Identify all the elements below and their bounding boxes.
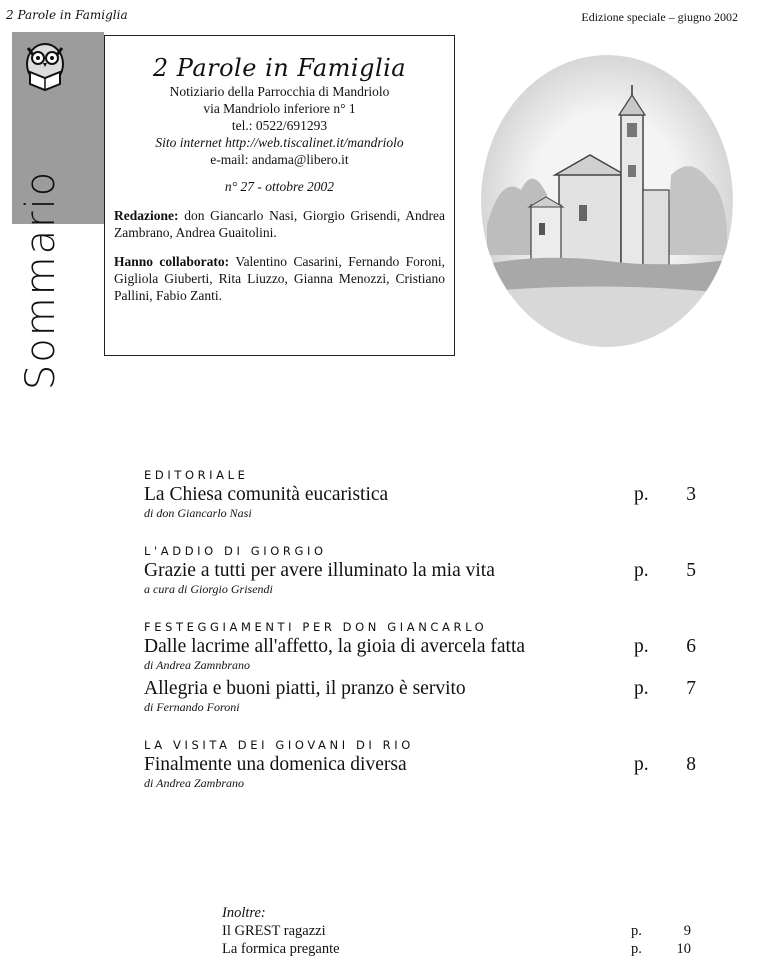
redazione-block bbox=[114, 207, 445, 241]
inoltre-item[interactable] bbox=[222, 922, 702, 940]
redazione-names: don Giancarlo Nasi, Giorgio Grisendi, Andrea Zambrano, Andrea Guaitolini. bbox=[114, 208, 445, 240]
toc-entry-author: di Fernando Foroni bbox=[144, 700, 240, 714]
toc-entry-title: Grazie a tutti per avere illuminato la mia vita bbox=[144, 560, 495, 581]
toc-section bbox=[144, 738, 704, 790]
toc-entry-author: di don Giancarlo Nasi bbox=[144, 506, 252, 520]
toc-section bbox=[144, 468, 704, 520]
redazione-label: Redazione: bbox=[114, 208, 179, 223]
inoltre-item[interactable] bbox=[222, 940, 702, 958]
toc-entry[interactable] bbox=[144, 678, 704, 714]
masthead-box bbox=[104, 35, 455, 356]
toc-page-number: 3 bbox=[686, 484, 696, 505]
masthead-logo: 2 Parole in Famiglia bbox=[152, 54, 407, 82]
owl-reading-icon bbox=[14, 34, 76, 96]
toc-page-number: 7 bbox=[686, 678, 696, 699]
toc-section-title: FESTEGGIAMENTI PER DON GIANCARLO bbox=[144, 620, 488, 634]
toc-entry-author: a cura di Giorgio Grisendi bbox=[144, 582, 273, 596]
toc-entry[interactable] bbox=[144, 484, 704, 520]
toc-entry-author: di Andrea Zamnbrano bbox=[144, 658, 251, 672]
toc-entry-title: Dalle lacrime all'affetto, la gioia di avercela fatta bbox=[144, 636, 526, 657]
toc-entry-title: Finalmente una domenica diversa bbox=[144, 754, 407, 775]
inoltre-item-title: La formica pregante bbox=[222, 941, 340, 957]
toc-entry-author: di Andrea Zambrano bbox=[144, 776, 245, 790]
toc-page-number: 5 bbox=[686, 560, 696, 581]
toc-page-prefix: p. bbox=[634, 754, 649, 775]
toc-page-prefix: p. bbox=[634, 678, 649, 699]
inoltre-page-prefix: p. bbox=[631, 923, 642, 939]
collaboratori-block bbox=[114, 253, 445, 304]
toc-entry[interactable] bbox=[144, 754, 704, 790]
masthead-website[interactable]: Sito internet http://web.tiscalinet.it/mandriolo bbox=[155, 135, 404, 150]
toc-entry-title: Allegria e buoni piatti, il pranzo è servito bbox=[144, 678, 466, 699]
toc-section bbox=[144, 544, 704, 596]
masthead-address: via Mandriolo inferiore n° 1 bbox=[203, 101, 356, 116]
toc-section-title: L'ADDIO DI GIORGIO bbox=[144, 544, 327, 558]
toc-page-prefix: p. bbox=[634, 484, 649, 505]
toc-section bbox=[144, 620, 704, 714]
running-header-edition: Edizione speciale – giugno 2002 bbox=[581, 10, 738, 24]
sommario-vertical-label bbox=[12, 170, 70, 390]
collaboratori-names: Valentino Casarini, Fernando Foroni, Gigliola Giuberti, Rita Liuzzo, Gianna Menozzi, Cristiano Pallini, Fabio Zanti. bbox=[114, 254, 445, 303]
toc-page-prefix: p. bbox=[634, 636, 649, 657]
toc-page-number: 6 bbox=[686, 636, 696, 657]
toc-entry[interactable] bbox=[144, 560, 704, 596]
masthead-issue: n° 27 - ottobre 2002 bbox=[224, 179, 335, 194]
toc-page-prefix: p. bbox=[634, 560, 649, 581]
toc-section-title: EDITORIALE bbox=[144, 468, 249, 482]
inoltre-block bbox=[222, 904, 702, 958]
church-illustration bbox=[481, 55, 733, 347]
toc-section-title: LA VISITA DEI GIOVANI DI RIO bbox=[144, 738, 414, 752]
inoltre-page-number: 10 bbox=[676, 941, 691, 957]
toc-entry-title: La Chiesa comunità eucaristica bbox=[144, 484, 389, 505]
inoltre-page-number: 9 bbox=[683, 923, 691, 939]
toc-page-number: 8 bbox=[686, 754, 696, 775]
masthead-tel: tel.: 0522/691293 bbox=[231, 118, 328, 133]
masthead-email[interactable]: e-mail: andama@libero.it bbox=[210, 152, 349, 167]
toc-entry[interactable] bbox=[144, 636, 704, 672]
table-of-contents bbox=[144, 468, 704, 814]
running-header-title: 2 Parole in Famiglia bbox=[6, 8, 128, 22]
inoltre-page-prefix: p. bbox=[631, 941, 642, 957]
masthead-subtitle: Notiziario della Parrocchia di Mandriolo bbox=[169, 84, 390, 99]
sommario-text: Sommario bbox=[18, 169, 64, 391]
inoltre-item-title: Il GREST ragazzi bbox=[222, 923, 326, 939]
inoltre-label: Inoltre: bbox=[222, 905, 266, 921]
collaboratori-label: Hanno collaborato: bbox=[114, 254, 230, 269]
